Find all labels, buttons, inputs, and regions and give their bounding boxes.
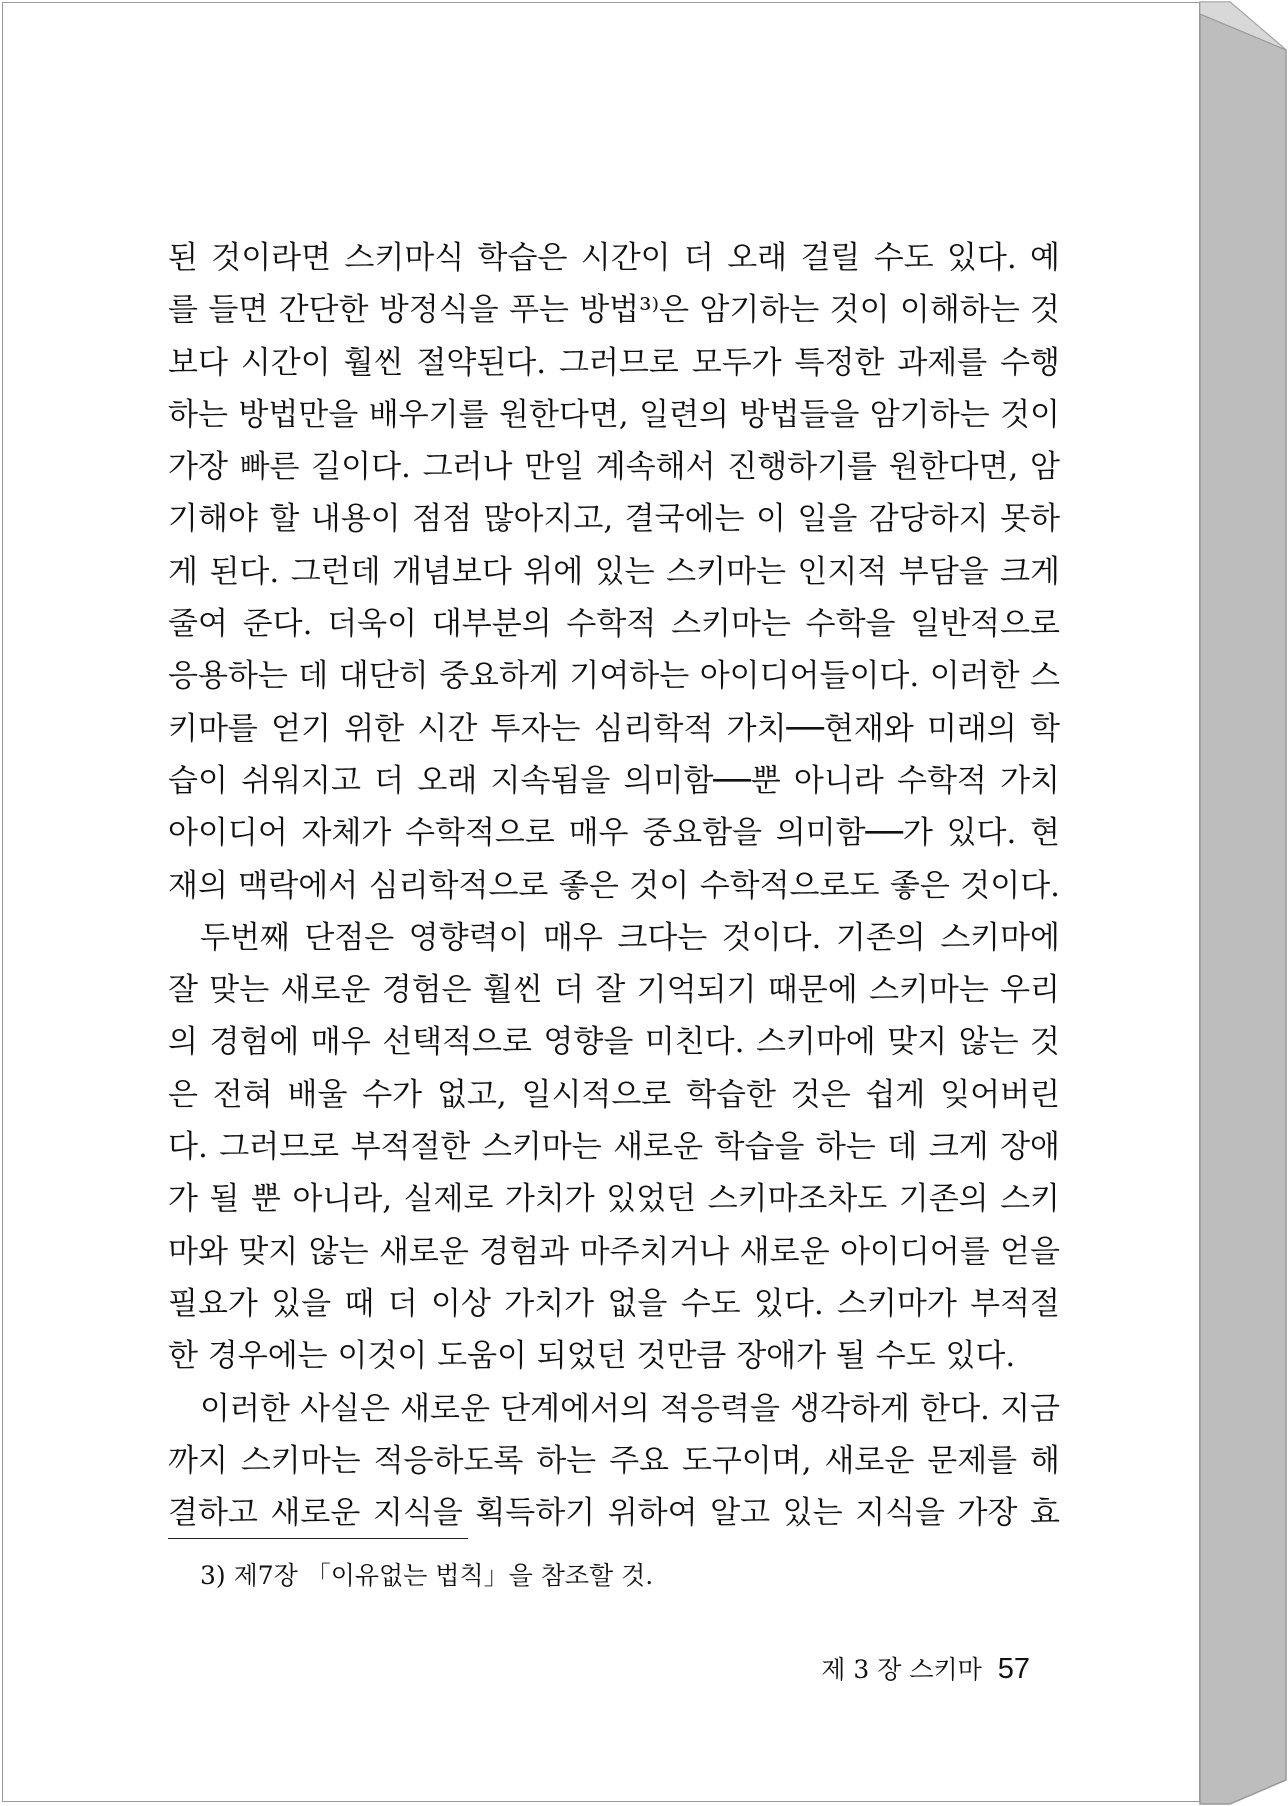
text-line: 잘 맞는 새로운 경험은 훨씬 더 잘 기억되기 때문에 스키마는 우리 — [168, 972, 1060, 1009]
text-line: 기해야 할 내용이 점점 많아지고, 결국에는 이 일을 감당하지 못하 — [168, 501, 1060, 538]
text-line: 키마를 얻기 위한 시간 투자는 심리학적 가치──현재와 미래의 학 — [168, 710, 1060, 747]
running-footer — [821, 1650, 1030, 1686]
text-line: 하는 방법만을 배우기를 원한다면, 일련의 방법들을 암기하는 것이 — [168, 396, 1060, 433]
chapter-title: 제 3 장 스키마 — [821, 1655, 982, 1684]
footnote-rule — [168, 1538, 468, 1539]
body-text — [168, 232, 1060, 1539]
text-line: 필요가 있을 때 더 이상 가치가 없을 수도 있다. 스키마가 부적절 — [168, 1285, 1060, 1322]
text-line: 된 것이라면 스키마식 학습은 시간이 더 오래 걸릴 수도 있다. 예 — [168, 240, 1060, 276]
text-line: 보다 시간이 훨씬 절약된다. 그러므로 모두가 특정한 과제를 수행 — [168, 344, 1060, 381]
text-line: 줄여 준다. 더욱이 대부분의 수학적 스키마는 수학을 일반적으로 — [168, 606, 1060, 643]
text-line: 한 경우에는 이것이 도움이 되었던 것만큼 장애가 될 수도 있다. — [168, 1338, 1016, 1375]
text-line: 결하고 새로운 지식을 획득하기 위하여 알고 있는 지식을 가장 효 — [168, 1495, 1060, 1532]
text-line: 다. 그러므로 부적절한 스키마는 새로운 학습을 하는 데 크게 장애 — [168, 1129, 1060, 1166]
text-line: 은 전혀 배울 수가 없고, 일시적으로 학습한 것은 쉽게 잊어버린 — [168, 1076, 1060, 1113]
text-line: 를 들면 간단한 방정식을 푸는 방법³⁾은 암기하는 것이 이해하는 것 — [168, 292, 1060, 329]
text-line: 가장 빠른 길이다. 그러나 만일 계속해서 진행하기를 원한다면, 암 — [168, 449, 1060, 486]
text-line: 습이 쉬워지고 더 오래 지속됨을 의미함──뿐 아니라 수학적 가치 — [168, 762, 1060, 799]
text-line: 의 경험에 매우 선택적으로 영향을 미친다. 스키마에 맞지 않는 것 — [168, 1024, 1060, 1061]
page-number: 57 — [997, 1653, 1030, 1685]
text-line: 아이디어 자체가 수학적으로 매우 중요함을 의미함──가 있다. 현 — [168, 815, 1060, 852]
text-line: 두번째 단점은 영향력이 매우 크다는 것이다. 기존의 스키마에 — [200, 919, 1060, 956]
text-line: 재의 맥락에서 심리학적으로 좋은 것이 수학적으로도 좋은 것이다. — [168, 867, 1060, 904]
text-line: 이러한 사실은 새로운 단계에서의 적응력을 생각하게 한다. 지금 — [200, 1390, 1060, 1427]
text-line: 게 된다. 그런데 개념보다 위에 있는 스키마는 인지적 부담을 크게 — [168, 553, 1060, 590]
text-line: 응용하는 데 대단히 중요하게 기여하는 아이디어들이다. 이러한 스 — [168, 658, 1060, 695]
text-line: 마와 맞지 않는 새로운 경험과 마주치거나 새로운 아이디어를 얻을 — [168, 1233, 1060, 1270]
footnote: 3) 제7장 「이유없는 법칙」을 참조할 것. — [200, 1561, 654, 1590]
text-line: 까지 스키마는 적응하도록 하는 주요 도구이며, 새로운 문제를 해 — [168, 1442, 1060, 1479]
text-line: 가 될 뿐 아니라, 실제로 가치가 있었던 스키마조차도 기존의 스키 — [168, 1181, 1060, 1218]
